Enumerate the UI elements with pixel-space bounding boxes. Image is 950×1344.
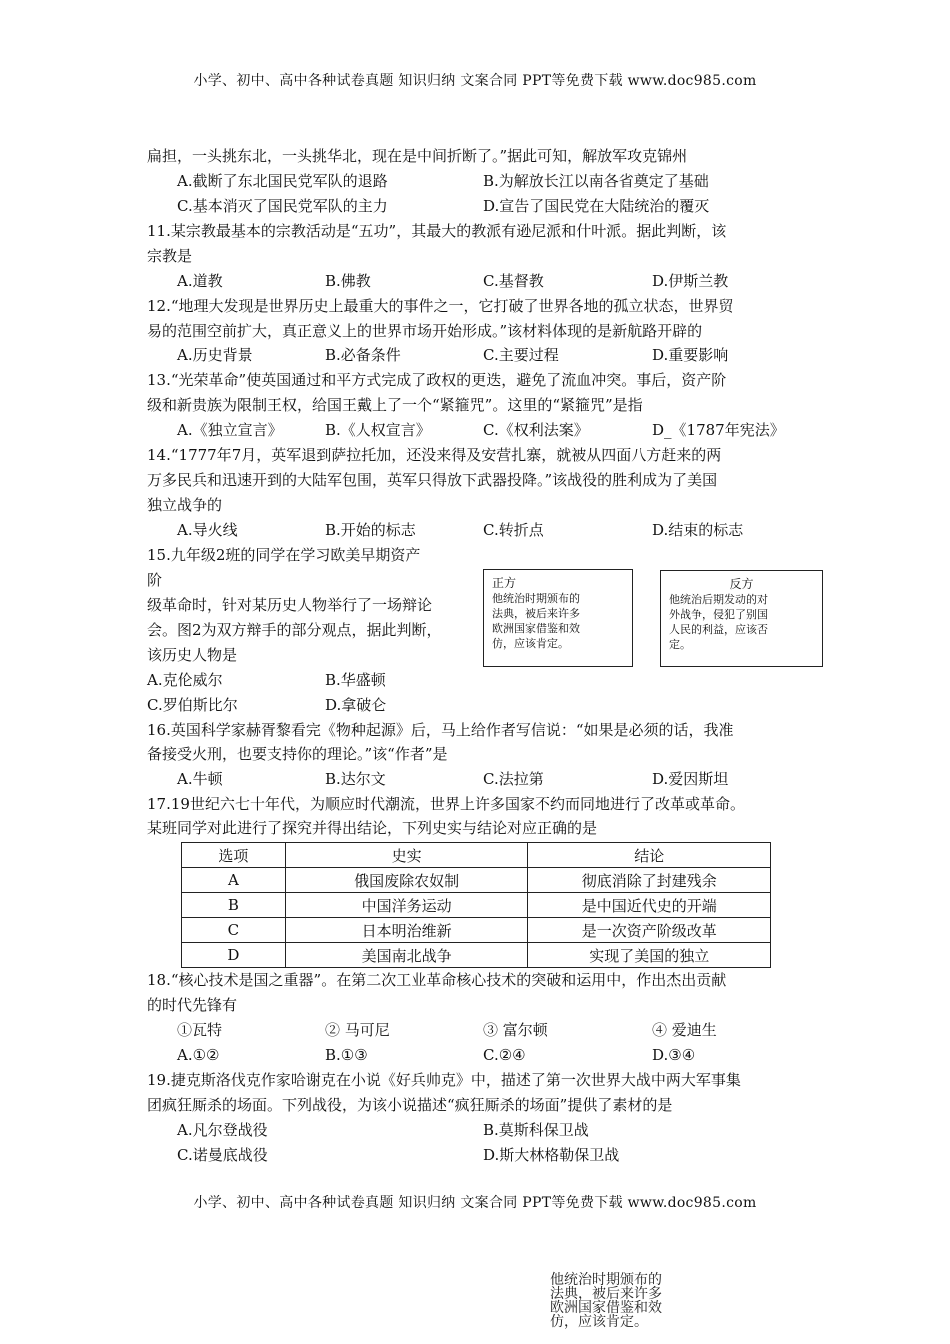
- q18-item-4: ④ 爱迪生: [652, 1021, 717, 1039]
- q19-option-c: C.诺曼底战役: [177, 1146, 268, 1164]
- q15-stem-line-4: 会。图2为双方辩手的部分观点，据此判断，: [147, 621, 442, 639]
- q11-stem-line-2: 宗教是: [147, 247, 193, 265]
- q13-stem-line-2: 级和新贵族为限制王权，给国王戴上了一个“紧箍咒”。这里的“紧箍咒”是指: [147, 396, 643, 414]
- q11-option-c: C.基督教: [483, 272, 544, 290]
- q16-stem-line-2: 备接受火刑，也要支持你的理论。”该“作者”是: [147, 745, 448, 763]
- table-cell: 美国南北战争: [285, 943, 528, 968]
- q19-option-a: A.凡尔登战役: [177, 1121, 268, 1139]
- q10-option-c: C.基本消灭了国民党军队的主力: [177, 197, 388, 215]
- pro-side-line: 仿，应该肯定。: [492, 637, 569, 650]
- con-side-line: 定。: [669, 638, 691, 651]
- page-footer: 小学、初中、高中各种试卷真题 知识归纳 文案合同 PPT等免费下载 www.doc985.com: [193, 1195, 757, 1211]
- q14-option-c: C.转折点: [483, 521, 544, 539]
- table-row: [182, 893, 771, 918]
- table-row: [182, 868, 771, 893]
- table-cell: 是一次资产阶级改革: [528, 918, 771, 943]
- q10-option-d: D.宣告了国民党在大陆统治的覆灭: [483, 197, 710, 215]
- q15-option-a: A.克伦威尔: [147, 671, 223, 689]
- q18-stem-line-1: 18.“核心技术是国之重器”。在第二次工业革命核心技术的突破和运用中，作出杰出贡献: [147, 971, 727, 989]
- q14-option-a: A.导火线: [177, 521, 238, 539]
- q15-option-d: D.拿破仑: [325, 696, 387, 714]
- q14-stem-line-1: 14.“1777年7月，英军退到萨拉托加，还没来得及安营扎寨，就被从四面八方赶来的两: [147, 446, 722, 464]
- q19-stem-line-1: 19.捷克斯洛伐克作家哈谢克在小说《好兵帅克》中，描述了第一次世界大战中两大军事集: [147, 1071, 741, 1089]
- q11-stem-line-1: 11.某宗教最基本的宗教活动是“五功”，其最大的教派有逊尼派和什叶派。据此判断，该: [147, 222, 727, 240]
- q13-option-c: C.《权利法案》: [483, 421, 589, 439]
- table-cell: 彻底消除了封建残余: [528, 868, 771, 893]
- q15-stem-line-3: 级革命时，针对某历史人物举行了一场辩论: [147, 596, 433, 614]
- con-side-title: 反方: [729, 577, 754, 591]
- q15-stem-line-5: 该历史人物是: [147, 646, 238, 664]
- q19-stem-line-2: 团疯狂厮杀的场面。下列战役，为该小说描述“疯狂厮杀的场面”提供了素材的是: [147, 1096, 673, 1114]
- q18-item-3: ③ 富尔顿: [483, 1021, 548, 1039]
- q15-stem-line-1: 15.九年级2班的同学在学习欧美早期资产: [147, 546, 421, 564]
- q18-option-c: C.②④: [483, 1046, 526, 1064]
- q12-option-b: B.必备条件: [325, 346, 401, 364]
- table-cell: 中国洋务运动: [285, 893, 528, 918]
- q10-stem: 扁担，一头挑东北，一头挑华北，现在是中间折断了。”据此可知，解放军攻克锦州: [147, 147, 688, 165]
- q16-option-a: A.牛顿: [177, 770, 223, 788]
- pro-side-box: [483, 569, 633, 667]
- q16-stem-line-1: 16.英国科学家赫胥黎看完《物种起源》后，马上给作者写信说：“如果是必须的话，我准: [147, 721, 734, 739]
- q17-table: [181, 842, 771, 968]
- table-cell: 俄国废除农奴制: [285, 868, 528, 893]
- q16-option-c: C.法拉第: [483, 770, 544, 788]
- q11-option-a: A.道教: [177, 272, 223, 290]
- con-side-line: 他统治后期发动的对: [669, 593, 768, 606]
- table-header-cell: 选项: [182, 843, 286, 868]
- pro-side-line: 他统治时期颁布的: [492, 592, 580, 605]
- q13-option-a: A.《独立宣言》: [177, 421, 283, 439]
- stray-text-line: 他统治时期颁布的: [550, 1272, 662, 1288]
- table-cell: 日本明治维新: [285, 918, 528, 943]
- q12-option-d: D.重要影响: [652, 346, 729, 364]
- page-header: 小学、初中、高中各种试卷真题 知识归纳 文案合同 PPT等免费下载 www.doc985.com: [193, 73, 757, 89]
- q18-option-b: B.①③: [325, 1046, 368, 1064]
- q16-option-d: D.爱因斯坦: [652, 770, 729, 788]
- q18-option-a: A.①②: [177, 1046, 220, 1064]
- table-cell: C: [182, 918, 286, 943]
- q18-item-1: ①瓦特: [177, 1021, 223, 1039]
- q14-option-d: D.结束的标志: [652, 521, 744, 539]
- stray-text-line: 仿，应该肯定。: [550, 1314, 648, 1330]
- q17-stem-line-1: 17.19世纪六七十年代，为顺应时代潮流，世界上许多国家不约而同地进行了改革或革命。: [147, 795, 745, 813]
- table-cell: D: [182, 943, 286, 968]
- pro-side-line: 法典，被后来许多: [492, 607, 580, 620]
- q18-stem-line-2: 的时代先锋有: [147, 996, 238, 1014]
- table-cell: 是中国近代史的开端: [528, 893, 771, 918]
- q11-option-b: B.佛教: [325, 272, 371, 290]
- q19-option-d: D.斯大林格勒保卫战: [483, 1146, 620, 1164]
- q13-option-d: D_《1787年宪法》: [652, 421, 785, 439]
- q10-option-a: A.截断了东北国民党军队的退路: [177, 172, 388, 190]
- overlapping-stray-text: [550, 1273, 668, 1329]
- q17-stem-line-2: 某班同学对此进行了探究并得出结论，下列史实与结论对应正确的是: [147, 819, 598, 837]
- table-cell: B: [182, 893, 286, 918]
- table-cell: 实现了美国的独立: [528, 943, 771, 968]
- table-header-cell: 史实: [285, 843, 528, 868]
- con-side-line: 外战争，侵犯了别国: [669, 608, 768, 621]
- q12-stem-line-2: 易的范围空前扩大，真正意义上的世界市场开始形成。”该材料体现的是新航路开辟的: [147, 322, 703, 340]
- con-side-box: [660, 570, 823, 667]
- table-header-row: [182, 843, 771, 868]
- table-cell: A: [182, 868, 286, 893]
- q12-option-c: C.主要过程: [483, 346, 559, 364]
- q13-option-b: B.《人权宣言》: [325, 421, 431, 439]
- q12-option-a: A.历史背景: [177, 346, 253, 364]
- table-row: [182, 943, 771, 968]
- stray-text-line: 欧洲国家借鉴和效: [550, 1300, 662, 1316]
- table-header-cell: 结论: [528, 843, 771, 868]
- q15-option-b: B.华盛顿: [325, 671, 386, 689]
- q14-stem-line-3: 独立战争的: [147, 496, 223, 514]
- q18-option-d: D.③④: [652, 1046, 696, 1064]
- q15-stem-line-2: 阶: [147, 571, 163, 589]
- q16-option-b: B.达尔文: [325, 770, 386, 788]
- q14-option-b: B.开始的标志: [325, 521, 416, 539]
- table-row: [182, 918, 771, 943]
- q12-stem-line-1: 12.“地理大发现是世界历史上最重大的事件之一，它打破了世界各地的孤立状态，世界贸: [147, 297, 734, 315]
- q11-option-d: D.伊斯兰教: [652, 272, 729, 290]
- q19-option-b: B.莫斯科保卫战: [483, 1121, 589, 1139]
- stray-text-line: 法典，被后来许多: [550, 1286, 662, 1302]
- q18-item-2: ② 马可尼: [325, 1021, 390, 1039]
- q13-stem-line-1: 13.“光荣革命”使英国通过和平方式完成了政权的更迭，避免了流血冲突。事后，资产阶: [147, 371, 727, 389]
- pro-side-line: 欧洲国家借鉴和效: [492, 622, 580, 635]
- pro-side-title: 正方: [492, 576, 517, 590]
- q14-stem-line-2: 万多民兵和迅速开到的大陆军包围，英军只得放下武器投降。”该战役的胜利成为了美国: [147, 471, 718, 489]
- q10-option-b: B.为解放长江以南各省奠定了基础: [483, 172, 709, 190]
- q15-option-c: C.罗伯斯比尔: [147, 696, 238, 714]
- con-side-line: 人民的利益，应该否: [669, 623, 768, 636]
